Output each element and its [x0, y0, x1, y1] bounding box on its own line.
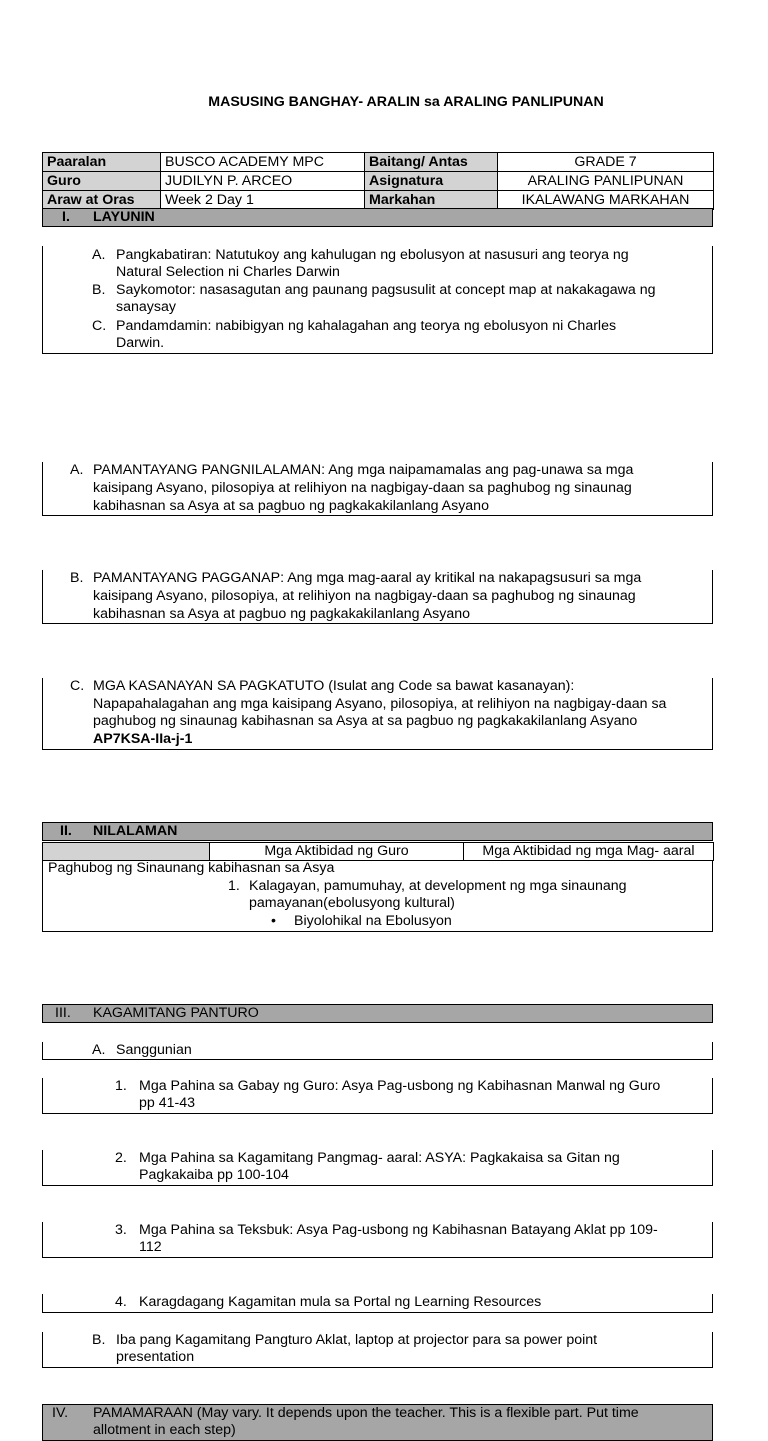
reference-item	[42, 1150, 713, 1186]
section-number: II.	[60, 823, 72, 839]
subject-value: ARALING PANLIPUNAN	[498, 172, 714, 191]
section-title: KAGAMITANG PANTURO	[93, 1005, 259, 1021]
teacher-activities-header: Mga Aktibidad ng Guro	[210, 843, 464, 861]
list-marker: 4.	[115, 1294, 127, 1310]
references-label: Sanggunian	[116, 1042, 192, 1058]
list-marker: A.	[70, 462, 84, 478]
content-standard-cell	[42, 462, 713, 516]
day-time-label: Araw at Oras	[43, 191, 161, 210]
list-marker: C.	[92, 318, 107, 334]
list-marker: 1.	[228, 878, 240, 894]
other-materials-cell	[42, 1332, 713, 1368]
section-header-nilalaman	[42, 822, 713, 841]
reference-text: pp 41-43	[139, 1095, 196, 1111]
reference-text: 112	[139, 1239, 162, 1255]
standard-text: PAMANTAYANG PAGGANAP: Ang mga mag-aaral ay kritikal na nakapagsusuri sa mga	[93, 570, 642, 586]
reference-text: Pagkakaiba pp 100-104	[139, 1167, 289, 1183]
section-number: IV.	[52, 1405, 69, 1421]
section-header-pamamaraan	[42, 1404, 713, 1441]
grade-label: Baitang/ Antas	[365, 153, 498, 172]
list-marker: A.	[92, 1042, 106, 1058]
reference-text: Mga Pahina sa Teksbuk: Asya Pag-usbong ng Kabihasnan Batayang Aklat pp 109-	[139, 1222, 658, 1238]
grade-value: GRADE 7	[498, 153, 714, 172]
reference-item	[42, 1294, 713, 1313]
activities-header-table	[42, 842, 713, 861]
objective-text: Pangkabatiran: Natutukoy ang kahulugan ng ebolusyon at nasusuri ang teorya ng	[116, 247, 629, 263]
objective-text: Pandamdamin: nabibigyan ng kahalagahan ang teorya ng ebolusyon ni Charles	[116, 318, 617, 334]
reference-text: Karagdagang Kagamitan mula sa Portal ng Learning Resources	[139, 1294, 542, 1310]
list-marker: B.	[92, 282, 106, 298]
competency-code: AP7KSA-IIa-j-1	[93, 731, 193, 747]
content-item-text: pamayanan(ebolusyong kultural)	[249, 895, 455, 911]
reference-text: Mga Pahina sa Kagamitang Pangmag- aaral: ASYA: Pagkakaisa sa Gitan ng	[139, 1150, 620, 1166]
references-label-cell	[42, 1042, 713, 1060]
competency-text: MGA KASANAYAN SA PAGKATUTO (Isulat ang Code sa bawat kasanayan):	[93, 678, 575, 694]
section-title: LAYUNIN	[93, 209, 155, 225]
header-info-table	[42, 152, 713, 210]
list-marker: 3.	[115, 1222, 127, 1238]
section-number: I.	[62, 209, 70, 225]
section-title: PAMAMARAAN (May vary. It depends upon the teacher. This is a flexible part. Put time	[93, 1405, 639, 1421]
reference-text: Mga Pahina sa Gabay ng Guro: Asya Pag-usbong ng Kabihasnan Manwal ng Guro	[139, 1078, 661, 1094]
table-row	[43, 191, 714, 210]
table-row	[43, 843, 714, 861]
list-marker: 1.	[115, 1078, 127, 1094]
standard-text: kabihasnan sa Asya at pagbuo ng pagkakakilanlang Asyano	[93, 606, 471, 622]
school-value: BUSCO ACADEMY MPC	[161, 153, 365, 172]
list-marker: B.	[92, 1332, 106, 1348]
student-activities-header: Mga Aktibidad ng mga Mag- aaral	[464, 843, 714, 861]
day-time-value: Week 2 Day 1	[161, 191, 365, 210]
list-marker: 2.	[115, 1150, 127, 1166]
reference-item	[42, 1222, 713, 1258]
objective-text: Saykomotor: nasasagutan ang paunang pagsusulit at concept map at nakakagawa ng	[116, 282, 656, 298]
objective-text: Natural Selection ni Charles Darwin	[116, 264, 340, 280]
competency-text: paghubog ng sinaunag kabihasnan sa Asya at sa pagbuo ng pagkakakilanlang Asyano	[93, 713, 638, 729]
standard-text: kaisipang Asyano, pilosopiya, at relihiyon na nagbigay-daan sa paghubog ng sinaunag	[93, 588, 636, 604]
content-cell	[42, 860, 713, 932]
performance-standard-cell	[42, 570, 713, 624]
other-materials-text: Iba pang Kagamitang Pangturo Aklat, laptop at projector para sa power point	[116, 1332, 598, 1348]
section-header-layunin	[42, 208, 713, 227]
list-marker: C.	[70, 678, 85, 694]
document-title: MASUSING BANGHAY- ARALIN sa ARALING PANLIPUNAN	[208, 94, 604, 110]
objective-text: Darwin.	[116, 335, 165, 351]
content-subitem-text: Biyolohikal na Ebolusyon	[294, 913, 452, 929]
section-title: NILALAMAN	[93, 823, 178, 839]
objective-text: sanaysay	[116, 299, 176, 315]
quarter-label: Markahan	[365, 191, 498, 210]
school-label: Paaralan	[43, 153, 161, 172]
objectives-cell	[42, 246, 713, 354]
subject-label: Asignatura	[365, 172, 498, 191]
standard-text: kabihasnan sa Asya at sa pagbuo ng pagkakakilanlang Asyano	[93, 498, 489, 514]
blank-header-cell	[43, 843, 210, 861]
table-row	[43, 172, 714, 191]
standard-text: kaisipang Asyano, pilosopiya at relihiyon na nagbigay-daan sa paghubog ng sinaunag	[93, 480, 632, 496]
bullet-marker: •	[271, 913, 276, 929]
table-row	[43, 153, 714, 172]
list-marker: B.	[70, 570, 84, 586]
competency-text: Napapahalagahan ang mga kaisipang Asyano, pilosopiya, at relihiyon na nagbigay-daan sa	[93, 696, 667, 712]
standard-text: PAMANTAYANG PANGNILALAMAN: Ang mga naipamamalas ang pag-unawa sa mga	[93, 462, 634, 478]
teacher-label: Guro	[43, 172, 161, 191]
content-item-text: Kalagayan, pamumuhay, at development ng mga sinaunang	[249, 878, 627, 894]
teacher-value: JUDILYN P. ARCEO	[161, 172, 365, 191]
reference-item	[42, 1078, 713, 1114]
list-marker: A.	[92, 247, 106, 263]
topic-text: Paghubog ng Sinaunang kabihasnan sa Asya	[48, 860, 335, 876]
quarter-value: IKALAWANG MARKAHAN	[498, 191, 714, 210]
section-number: III.	[55, 1005, 71, 1021]
other-materials-text: presentation	[116, 1349, 195, 1365]
learning-competency-cell	[42, 678, 713, 750]
section-title: allotment in each step)	[93, 1422, 236, 1438]
section-header-kagamitang-panturo	[42, 1004, 713, 1023]
